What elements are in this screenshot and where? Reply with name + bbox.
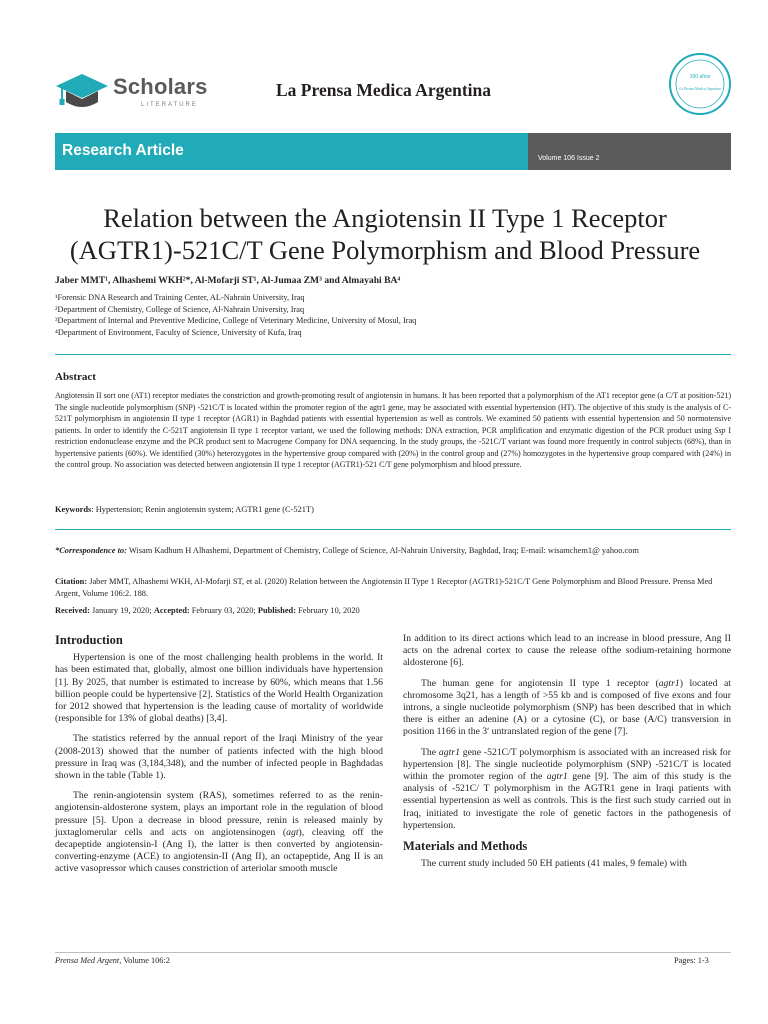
body-paragraph: In addition to its direct actions which lead to an increase in blood pressure, Ang II acts on the adrenal cortex to cause the release ofthe sodium-retaining hormone aldosterone [6]. <box>403 633 731 669</box>
citation-text: Jaber MMT, Alhashemi WKH, Al-Mofarji ST, et al. (2020) Relation between the Angiotensin II Type 1 Receptor (AGTR1)-521C/T Gene Polymorphism and Blood Pressure. Prensa Med Argent, Volume 106:2. 188. <box>55 577 713 598</box>
title-line-1: Relation between the Angiotensin II Type 1 Receptor <box>103 203 667 233</box>
footer-volume: Volume 106:2 <box>121 956 170 965</box>
text-part: The renin-angiotensin system (RAS), sometimes referred to as the renin-angiotensin-aldosterone system, plays an important role in the regulation of blood pressure [5]. Upon a decrease in blood pressure, renin is released mainly by juxtaglomerular cells and acts on angiotensinogen ( <box>55 790 383 838</box>
accepted-label: Accepted: <box>153 606 190 615</box>
accepted-date: February 03, 2020; <box>189 606 258 615</box>
logo-subtext: LITERATURE <box>141 102 198 108</box>
correspondence <box>55 545 731 557</box>
keywords-text: : Hypertension; Renin angiotensin system; AGTR1 gene (C-521T) <box>91 505 314 514</box>
right-column <box>403 633 731 878</box>
citation <box>55 576 731 600</box>
left-column <box>55 634 383 884</box>
footer-pages: Pages: 1-3 <box>674 956 709 965</box>
affiliation-4: ⁴Department of Environment, Faculty of Science, University of Kufa, Iraq <box>55 327 302 337</box>
correspondence-label: *Correspondence to: <box>55 546 127 555</box>
citation-label: Citation: <box>55 577 88 586</box>
abstract-italic: Ssp <box>714 425 726 435</box>
body-paragraph <box>55 790 383 875</box>
divider <box>55 354 731 355</box>
text-part: ) located at chromosome 3q21, has a length of >55 kb and is composed of five exons and four introns, a single nucleotide polymorphism (SNP) has been described that in which there is either an adenine (A) or a cytosine (C), or base (A/C) transversion in position 1166 in the 3ʹ untranslated region of the gene [7]. <box>403 677 732 738</box>
seal-top-text: 100 años <box>689 74 711 80</box>
abstract-text-part: Angiotensin II sort one (AT1) receptor mediates the constriction and growth-promoting result of angiotensin in humans. It has been reported that a polymorphism of the AT1 receptor gene (a C/T at position-521) The single nucleotide polymorphism (SNP) -521C/T is located within the promoter region of the agtr1 gene, may be associated with essential hypertension (HT). The objective of this study is the analysis of C-521T polymorphism in angiotensin II type 1 receptor (AGR1) in Baghdad patients with essential hypertension as well as controls. We examined 50 patients with essential hypertension and 50 normotensive patients. In order to identify the C-521T angiotensin II type 1 receptor variant, we used the following methods: DNA extraction, PCR amplification and enzymatic digestion of the PCR product using <box>55 391 731 435</box>
italic-term: agtr1 <box>658 677 680 689</box>
received-label: Received: <box>55 606 90 615</box>
seal-bottom-text: La Prensa Medica Argentina <box>679 87 721 91</box>
keywords-label: Keywords <box>55 505 92 514</box>
text-part: ), cleaving off the decapeptide angiotensin-I (Ang I), the latter is then converted by angiotensin-converting-enzyme (ACE) to angiotensin-II (Ang II), an octapeptide, Ang II is an active vasopressor which causes constriction of arteriolar smooth muscle <box>55 826 383 875</box>
logo-text: Scholars <box>113 74 208 99</box>
abstract-text <box>55 390 731 471</box>
correspondence-text: Wisam Kadhum H Alhashemi, Department of Chemistry, College of Science, Al-Nahrain University, Baghdad, Iraq; E-mail: wisamchem1@ yahoo.com <box>126 546 639 555</box>
article-dates <box>55 606 360 615</box>
text-part: gene -521C/T polymorphism is associated with an increased risk for hypertension [8]. The single nucleotide polymorphism (SNP) -521C/T is located within the promoter region of the <box>403 746 731 783</box>
journal-seal-icon <box>668 52 732 116</box>
received-date: January 19, 2020; <box>89 606 154 615</box>
text-part: The human gene for angiotensin II type 1 receptor ( <box>421 677 659 689</box>
publisher-logo <box>55 70 255 115</box>
italic-term: agtr1 <box>546 771 568 783</box>
published-label: Published: <box>257 606 296 615</box>
italic-term: agt <box>286 826 299 838</box>
affiliation-3: ³Department of Internal and Preventive Medicine, College of Veterinary Medicine, University of Mosul, Iraq <box>55 316 417 326</box>
title-line-2: (AGTR1)-521C/T Gene Polymorphism and Blood Pressure <box>69 235 701 265</box>
footer-journal <box>55 956 170 965</box>
abstract-text-part: I restriction endonuclease enzyme and the PCR product sent to Macrogene Company for DNA sequencing. In the study groups, the -521C/T variant was found more frequently in control subjects (68%), than in hypertensive patients (60%). We identified (30%) heterozygotes in the hypertensive group compared with (20%) in the control group and (27%) homozygotes in the hypertensive group compared with (24%) in the control group. No association was detected between angiotensin II type 1 receptor (AGTR1)-521 C/T gene polymorphism and blood pressure. <box>55 425 731 469</box>
article-title <box>40 202 730 266</box>
footer-journal-name: Prensa Med Argent, <box>55 956 122 965</box>
affiliation-2: ²Department of Chemistry, College of Science, Al-Nahrain University, Iraq <box>55 304 305 314</box>
italic-term: agtr1 <box>438 746 460 758</box>
keywords <box>55 505 314 514</box>
body-paragraph <box>403 678 731 739</box>
graduation-cap-icon <box>55 72 109 112</box>
article-type-label: Research Article <box>62 142 184 159</box>
text-part: gene [9]. The aim of this study is the analysis of -521C/ T polymorphism in the AGTR1 gene in Iraqi patients with essential hypertension as well as controls. This is the first such study carried out in Iraq, initiated to investigate the role of genetic factors in the pathogenesis of hypertension. <box>403 771 731 831</box>
abstract-heading: Abstract <box>55 371 96 383</box>
body-paragraph: The current study included 50 EH patients (41 males, 9 female) with <box>421 858 687 870</box>
published-date: February 10, 2020 <box>296 606 360 615</box>
text-part: The <box>421 746 439 758</box>
volume-issue: Volume 106 Issue 2 <box>538 155 600 162</box>
affiliations <box>55 292 416 338</box>
affiliation-1: ¹Forensic DNA Research and Training Center, AL-Nahrain University, Iraq <box>55 293 305 302</box>
body-paragraph: The statistics referred by the annual report of the Iraqi Ministry of the year (2008-2013) showed that the number of patients infected with the high blood pressure in Iraq was (3,184,348), and the number of infected people in Baghdadas shown in the table (Table 1). <box>55 733 383 782</box>
introduction-heading: Introduction <box>55 633 123 647</box>
body-paragraph: Hypertension is one of the most challenging health problems in the world. It has been estimated that, globally, almost one billion individuals have hypertension [1]. By 2025, that number is estimated to increase by 60%, which means that 1.56 billion people could be hypertensive [2]. Statistics of the World Health Organization for 2012 showed that hypertension is the leading cause of mortality of worldwide (responsible for 13% of global deaths) [3,4]. <box>55 652 383 725</box>
article-type-banner <box>55 133 731 170</box>
banner-accent <box>55 133 528 170</box>
methods-heading: Materials and Methods <box>403 839 528 854</box>
journal-title: La Prensa Medica Argentina <box>276 80 492 100</box>
body-paragraph <box>403 747 731 832</box>
author-list: Jaber MMT¹, Alhashemi WKH²*, Al-Mofarji ST¹, Al-Jumaa ZM³ and Almayahi BA⁴ <box>55 275 401 286</box>
divider <box>55 529 731 530</box>
footer-divider <box>55 952 731 953</box>
